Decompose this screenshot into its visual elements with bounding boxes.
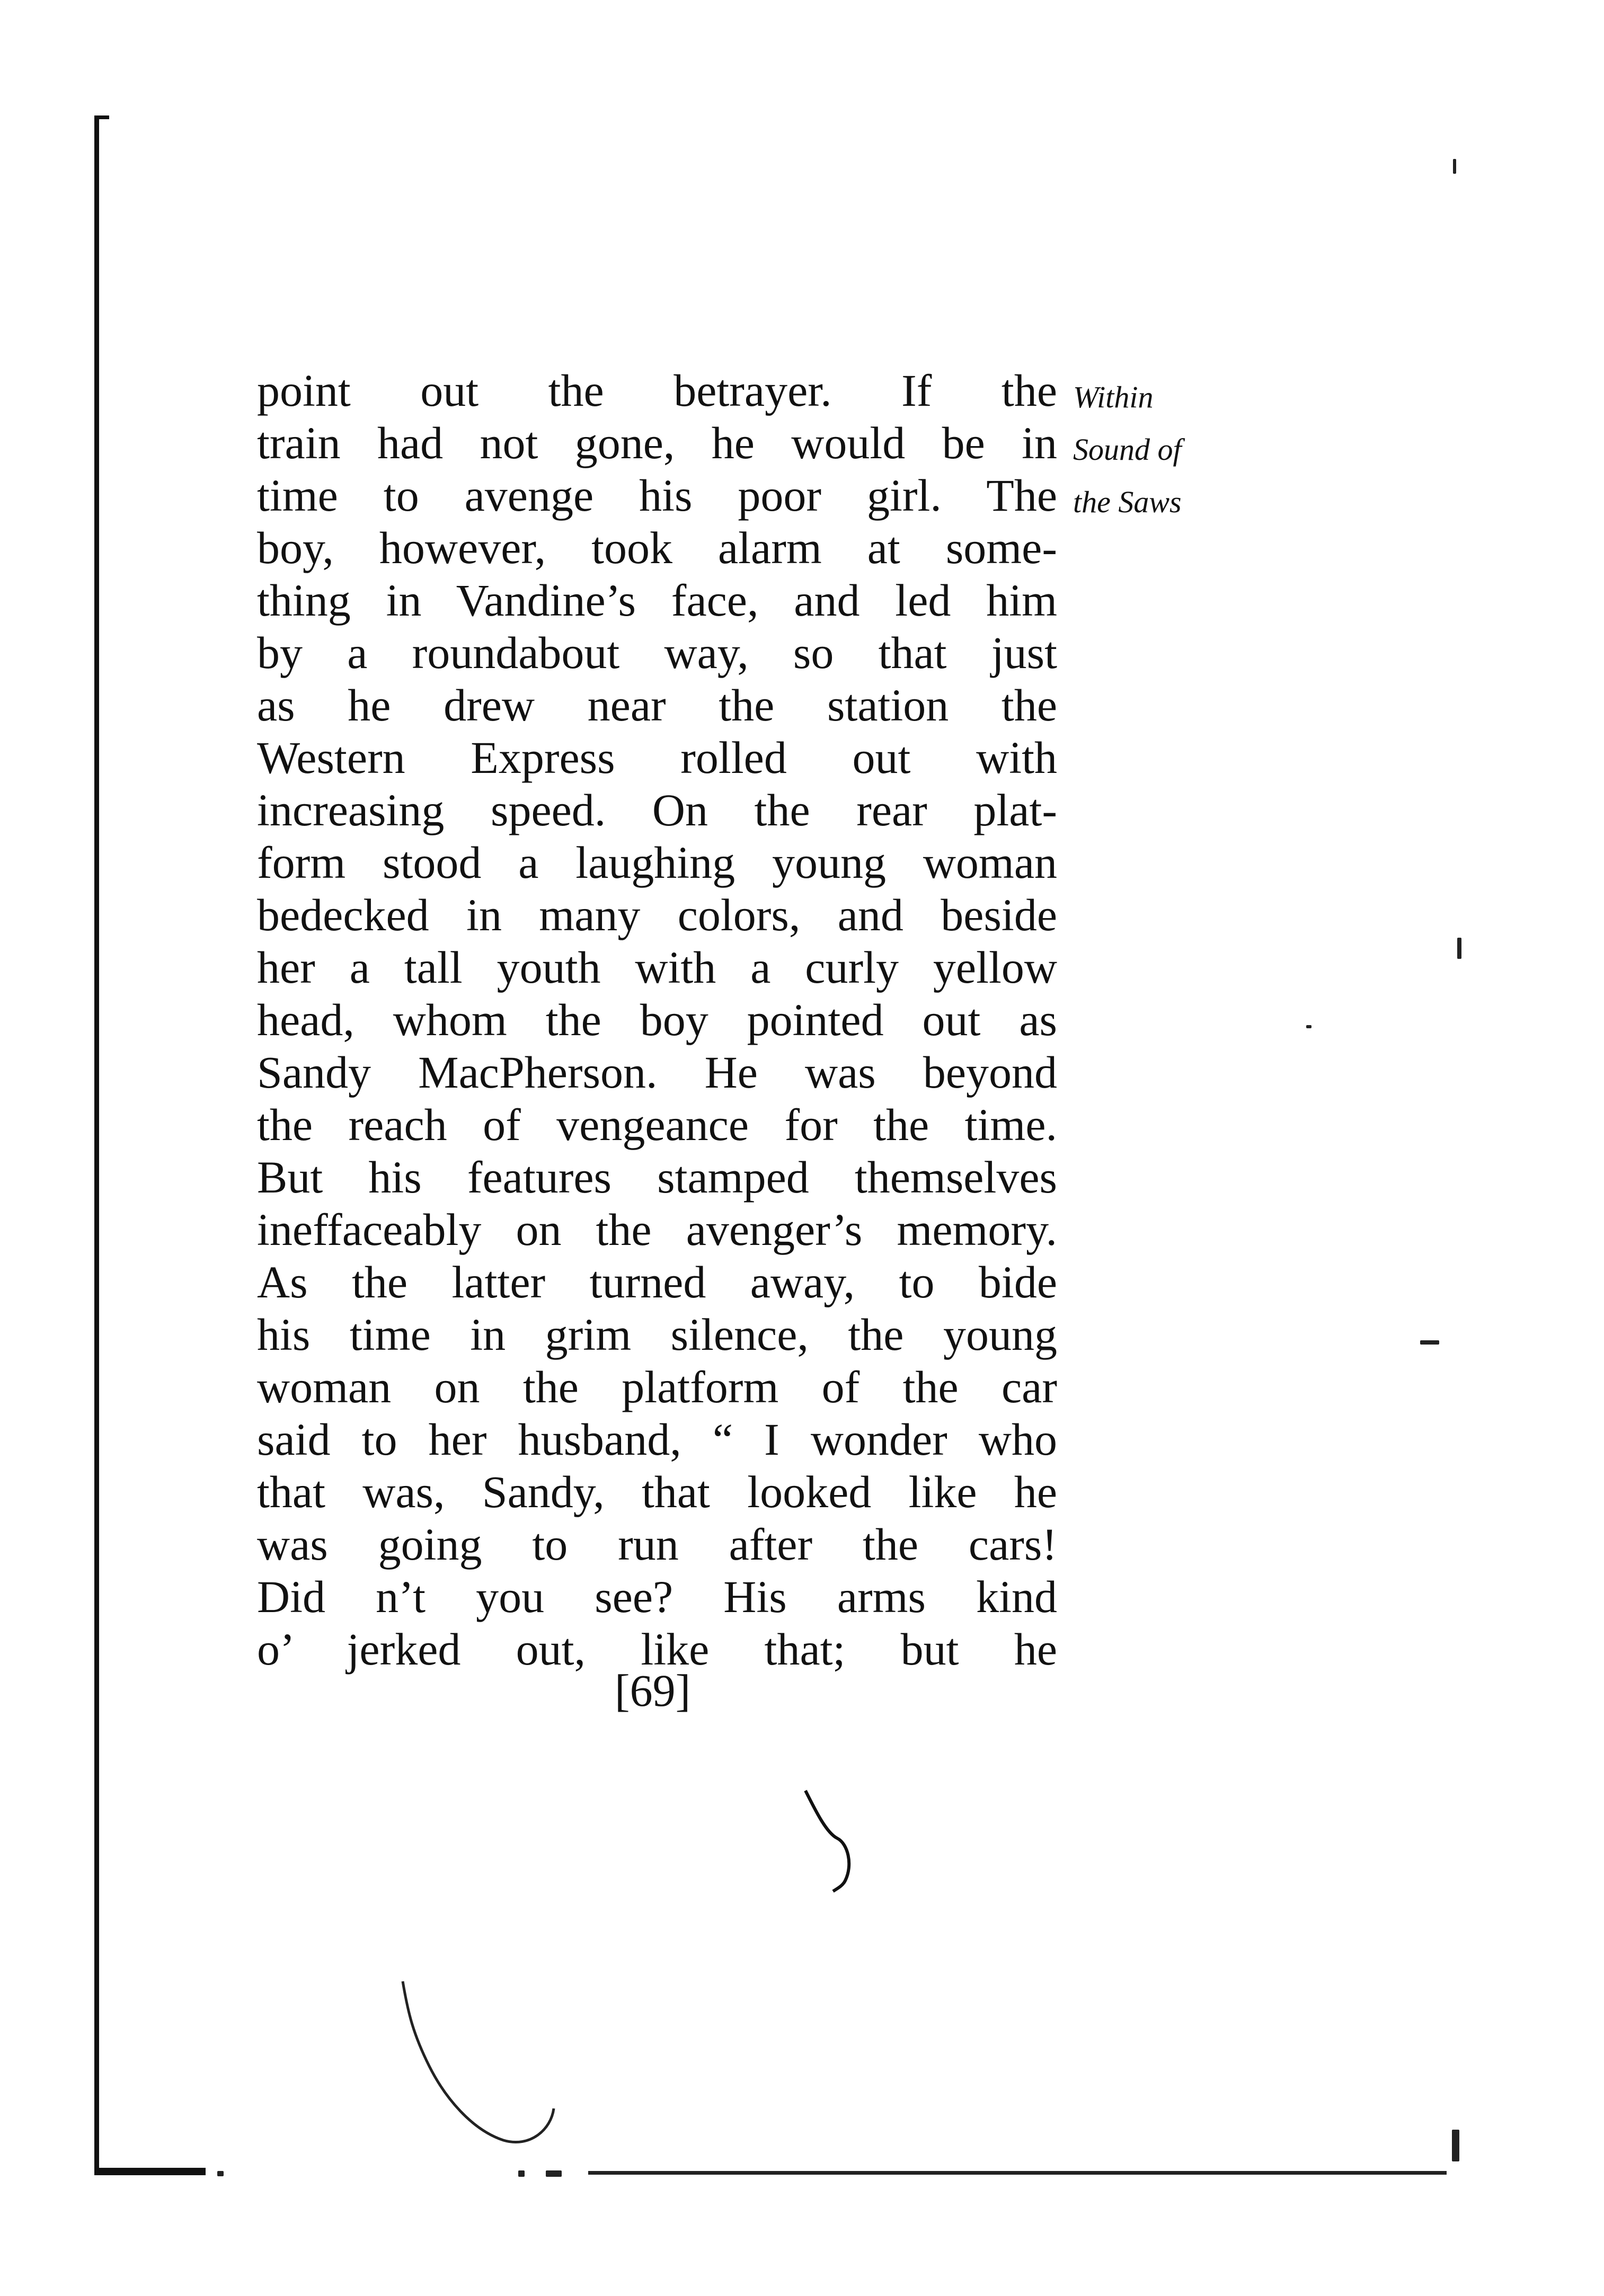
text-line: bedecked in many colors, and beside — [257, 889, 1057, 940]
text-line: by a roundabout way, so that just — [257, 627, 1057, 678]
text-line: head, whom the boy pointed out as — [257, 994, 1057, 1045]
pencil-scribble — [371, 1759, 901, 2183]
scan-border-left — [94, 117, 99, 2172]
text-line: ineffaceably on the avenger’s memory. — [257, 1204, 1057, 1255]
scan-speck — [1452, 2130, 1459, 2161]
text-line: point out the betrayer. If the — [257, 365, 1057, 416]
text-line: o’ jerked out, like that; but he — [257, 1624, 1057, 1675]
text-line: As the latter turned away, to bide — [257, 1257, 1057, 1307]
text-line: as he drew near the station the — [257, 680, 1057, 731]
text-line: that was, Sandy, that looked like he — [257, 1466, 1057, 1517]
text-line: train had not gone, he would be in — [257, 417, 1057, 468]
text-line: his time in grim silence, the young — [257, 1309, 1057, 1360]
text-line: Sandy MacPherson. He was beyond — [257, 1047, 1057, 1098]
text-line: time to avenge his poor girl. The — [257, 470, 1057, 521]
text-line: form stood a laughing young woman — [257, 837, 1057, 888]
page-number: [69] — [615, 1665, 691, 1716]
scribble-stroke — [403, 1981, 554, 2142]
text-line: But his features stamped themselves — [257, 1152, 1057, 1203]
text-line: her a tall youth with a curly yellow — [257, 942, 1057, 993]
text-line: woman on the platform of the car — [257, 1361, 1057, 1412]
text-line: said to her husband, “ I wonder who — [257, 1414, 1057, 1465]
margin-note-line: Sound of — [1073, 432, 1182, 467]
body-text — [257, 364, 1057, 1676]
margin-note-line: the Saws — [1073, 485, 1182, 519]
scan-border-bottom-left — [94, 2168, 206, 2175]
text-line: the reach of vengeance for the time. — [257, 1099, 1057, 1150]
scan-speck — [1420, 1340, 1439, 1345]
text-line: thing in Vandine’s face, and led him — [257, 575, 1057, 626]
text-line: was going to run after the cars! — [257, 1519, 1057, 1570]
scan-speck — [1453, 159, 1456, 174]
text-line: increasing speed. On the rear plat- — [257, 785, 1057, 835]
text-line: Western Express rolled out with — [257, 732, 1057, 783]
margin-note — [1073, 371, 1243, 528]
scribble-stroke — [805, 1791, 849, 1891]
margin-note-line: Within — [1073, 380, 1154, 414]
text-line: boy, however, took alarm at some- — [257, 522, 1057, 573]
scan-speck — [217, 2171, 224, 2176]
scan-speck — [1457, 938, 1461, 959]
scan-speck — [1306, 1025, 1311, 1028]
text-line: Did n’t you see? His arms kind — [257, 1571, 1057, 1622]
